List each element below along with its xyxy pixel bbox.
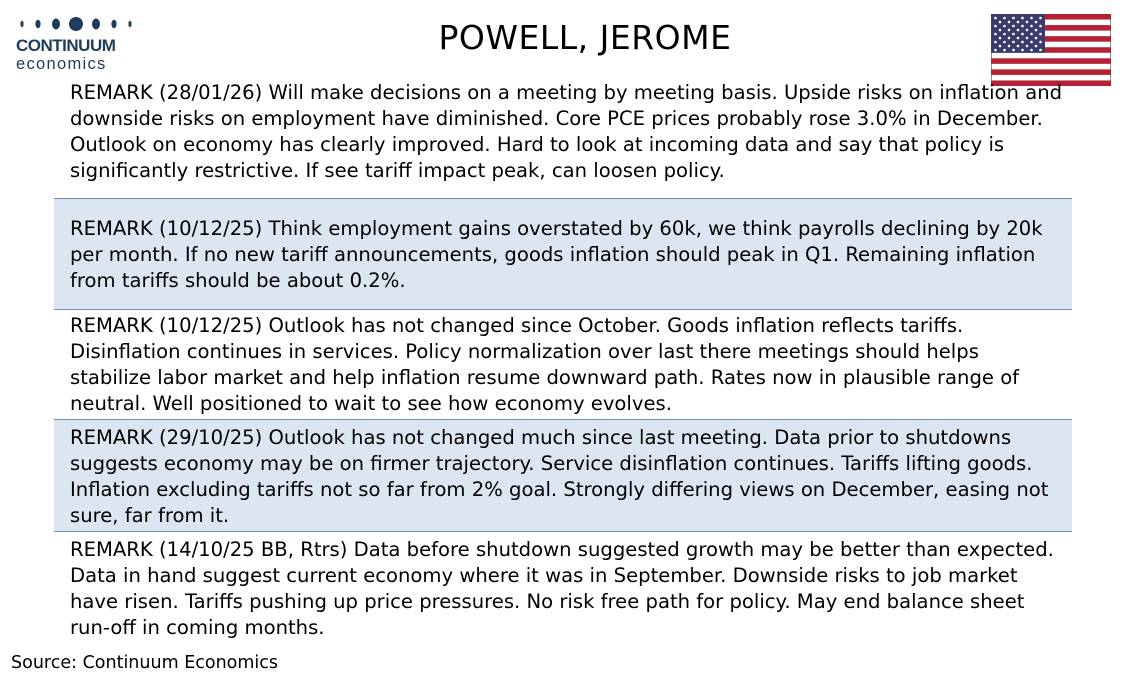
us-flag-icon — [991, 14, 1111, 86]
remark-text: REMARK (29/10/25) Outlook has not changed much since last meeting. Data prior to shutdowns suggests economy may be on firmer trajectory. Service disinflation continues. Tariffs lifting goods. Inflation excluding tariffs not so far from 2% goal. Strongly differing views on December, easing not sure, far from it. — [70, 426, 1049, 527]
remark-item — [54, 82, 1072, 199]
remark-item — [54, 310, 1072, 420]
source-note: Source: Continuum Economics — [11, 653, 279, 673]
remark-item — [54, 199, 1072, 310]
remark-item — [54, 420, 1072, 532]
logo-subtitle: economics — [16, 55, 107, 73]
remark-text: REMARK (14/10/25 BB, Rtrs) Data before shutdown suggested growth may be better than expected. Data in hand suggest current economy where it was in September. Downside risks to job market have risen. Tariffs pushing up price pressures. No risk free path for policy. May end balance sheet run-off in coming months. — [70, 538, 1054, 639]
page-title: POWELL, JEROME — [438, 18, 732, 57]
logo-name: CONTINUUM — [16, 36, 116, 55]
remarks-list — [54, 82, 1072, 642]
remark-text: REMARK (10/12/25) Think employment gains overstated by 60k, we think payrolls declining by 20k per month. If no new tariff announcements, goods inflation should peak in Q1. Remaining inflation from tariffs should be about 0.2%. — [70, 217, 1043, 292]
remark-item — [54, 532, 1072, 642]
remark-text: REMARK (28/01/26) Will make decisions on a meeting by meeting basis. Upside risks on inflation and downside risks on employment have diminished. Core PCE prices probably rose 3.0% in December. Outlook on economy has clearly improved. Hard to look at incoming data and say that policy is significantly restrictive. If see tariff impact peak, can loosen policy. — [70, 82, 1063, 182]
remark-text: REMARK (10/12/25) Outlook has not changed since October. Goods inflation reflects tariffs. Disinflation continues in services. Policy normalization over last there meetings should helps stabilize labor market and help inflation resume downward path. Rates now in plausible range of neutral. Well positioned to wait to see how economy evolves. — [70, 314, 1020, 415]
